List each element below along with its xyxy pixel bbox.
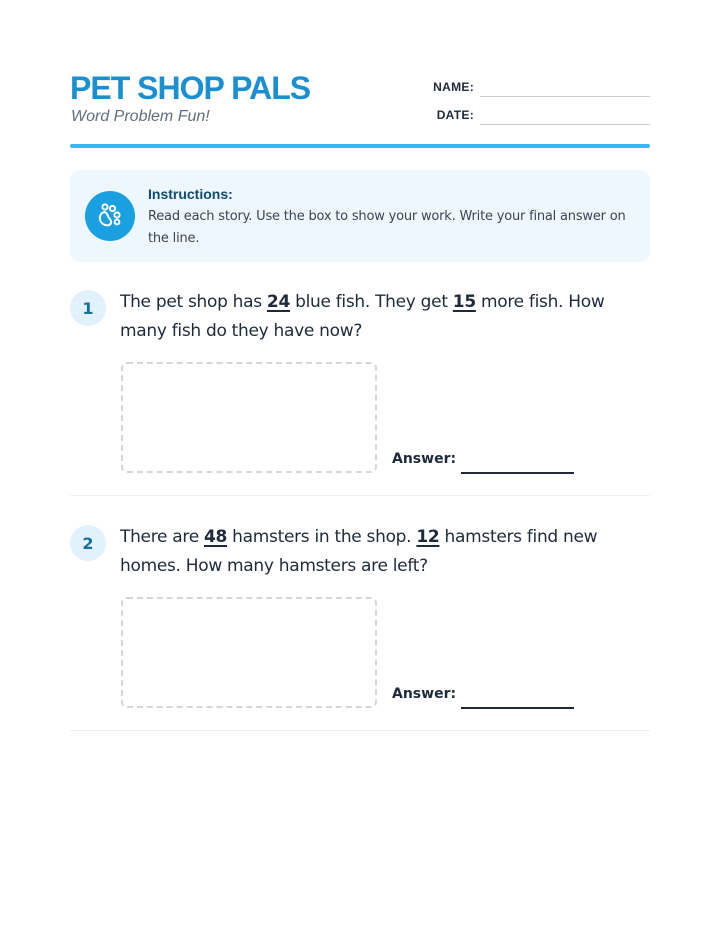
highlighted-number: 48 bbox=[204, 527, 228, 547]
instructions-title: Instructions: bbox=[148, 186, 233, 202]
answer-line[interactable] bbox=[461, 472, 574, 474]
problem-story bbox=[120, 288, 650, 346]
date-line[interactable] bbox=[480, 124, 650, 125]
date-field[interactable] bbox=[428, 104, 650, 130]
name-label: NAME: bbox=[433, 80, 474, 94]
problem-2 bbox=[70, 523, 650, 731]
highlighted-number: 12 bbox=[416, 527, 440, 547]
work-box[interactable] bbox=[121, 362, 377, 473]
worksheet-header bbox=[70, 70, 650, 148]
story-text: more fish. How many fish do they have now? bbox=[120, 292, 605, 341]
date-label: DATE: bbox=[436, 108, 474, 122]
problem-story bbox=[120, 523, 650, 581]
story-text: The pet shop has bbox=[120, 292, 267, 312]
header-divider bbox=[70, 144, 650, 148]
name-field[interactable] bbox=[428, 76, 650, 102]
highlighted-number: 24 bbox=[266, 292, 290, 312]
paw-icon bbox=[85, 191, 135, 241]
worksheet-title: PET SHOP PALS bbox=[70, 70, 311, 106]
name-line[interactable] bbox=[480, 96, 650, 97]
work-box[interactable] bbox=[121, 597, 377, 708]
answer-label: Answer: bbox=[392, 451, 457, 467]
story-text: There are bbox=[120, 527, 204, 547]
answer-line[interactable] bbox=[461, 707, 574, 709]
highlighted-number: 15 bbox=[452, 292, 476, 312]
problem-1 bbox=[70, 288, 650, 496]
worksheet-subtitle: Word Problem Fun! bbox=[71, 108, 210, 125]
problem-number-badge: 1 bbox=[70, 290, 106, 326]
answer-label: Answer: bbox=[392, 686, 457, 702]
story-text: hamsters in the shop. bbox=[227, 527, 417, 547]
story-text: blue fish. They get bbox=[289, 292, 453, 312]
story-text: hamsters find new homes. How many hamsters are left? bbox=[120, 527, 598, 576]
instructions-box bbox=[70, 170, 650, 262]
problem-number-badge: 2 bbox=[70, 525, 106, 561]
instructions-text: Read each story. Use the box to show your work. Write your final answer on the line. bbox=[148, 209, 626, 246]
